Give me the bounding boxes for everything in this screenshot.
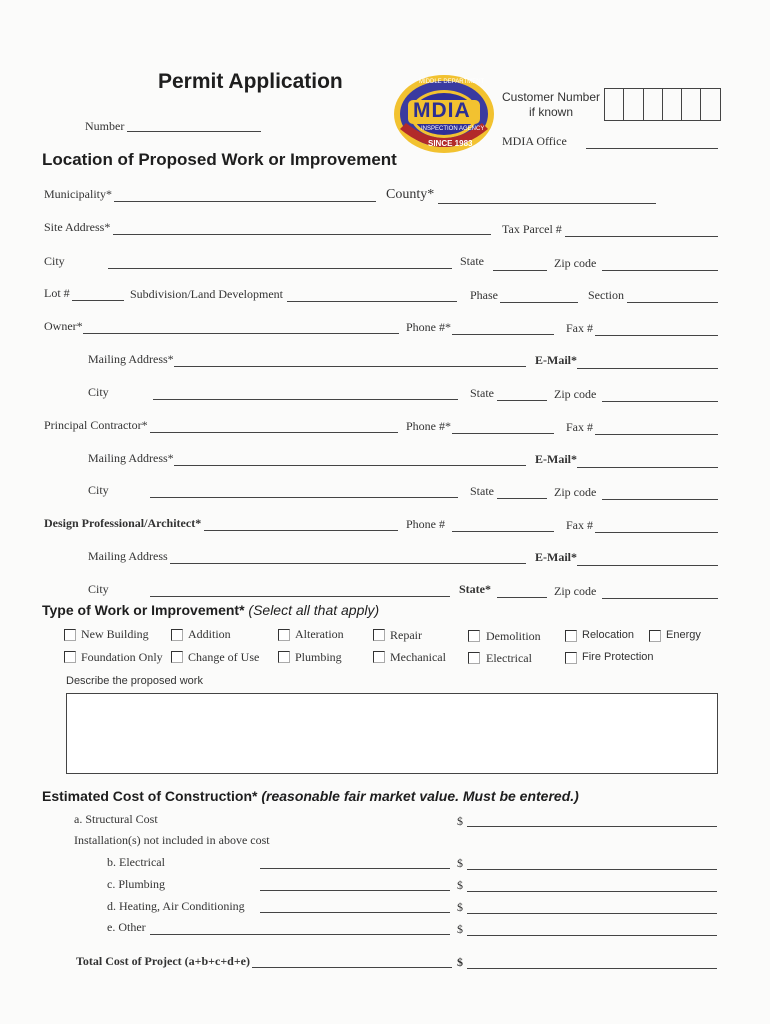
- contractor-fax-field[interactable]: [595, 434, 718, 435]
- other-cost-label: e. Other: [107, 920, 146, 934]
- contractor-email-label: E-Mail*: [535, 452, 577, 466]
- total-cost-field[interactable]: [467, 968, 717, 969]
- contractor-state-field[interactable]: [497, 498, 547, 499]
- designer-email-field[interactable]: [577, 565, 718, 566]
- structural-cost-field[interactable]: [467, 826, 717, 827]
- contractor-field[interactable]: [150, 432, 398, 433]
- owner-fax-field[interactable]: [595, 335, 718, 336]
- installations-label: Installation(s) not included in above cost: [74, 833, 270, 847]
- cost-heading: Estimated Cost of Construction* (reasonable fair market value. Must be entered.): [42, 788, 579, 804]
- municipality-label: Municipality*: [44, 187, 112, 201]
- owner-phone-label: Phone #*: [406, 320, 451, 334]
- electrical-cost-label: b. Electrical: [107, 855, 165, 869]
- option-mechanical: Mechanical: [390, 650, 446, 664]
- electrical-cost-field[interactable]: [467, 869, 717, 870]
- mdia-office-field[interactable]: [586, 148, 718, 149]
- owner-city-label: City: [88, 385, 109, 399]
- checkbox-new-building[interactable]: [64, 629, 76, 641]
- designer-mailing-field[interactable]: [170, 563, 526, 564]
- logo-top-text: MIDDLE DEPARTMENT: [419, 79, 485, 85]
- plumbing-cost-field[interactable]: [467, 891, 717, 892]
- contractor-phone-field[interactable]: [452, 433, 554, 434]
- total-cost-label: Total Cost of Project (a+b+c+d+e): [76, 954, 250, 968]
- contractor-mailing-field[interactable]: [174, 465, 526, 466]
- option-foundation-only: Foundation Only: [81, 650, 163, 664]
- describe-work-textarea[interactable]: [66, 693, 718, 774]
- subdivision-field[interactable]: [287, 301, 457, 302]
- page-title: Permit Application: [158, 70, 343, 93]
- site-address-label: Site Address*: [44, 220, 111, 234]
- option-energy: Energy: [666, 629, 701, 641]
- number-label: Number: [85, 119, 125, 133]
- contractor-mailing-label: Mailing Address*: [88, 451, 174, 465]
- designer-state-label: State*: [459, 582, 491, 596]
- owner-label: Owner*: [44, 319, 83, 333]
- designer-state-field[interactable]: [497, 597, 547, 598]
- phase-field[interactable]: [500, 302, 578, 303]
- option-alteration: Alteration: [295, 627, 344, 641]
- customer-number-label: Customer Number: [502, 90, 601, 104]
- option-repair: Repair: [390, 628, 422, 642]
- work-type-heading: Type of Work or Improvement* (Select all that apply): [42, 602, 380, 618]
- contractor-phone-label: Phone #*: [406, 419, 451, 433]
- checkbox-repair[interactable]: [373, 629, 385, 641]
- option-electrical: Electrical: [486, 651, 532, 665]
- contractor-city-label: City: [88, 483, 109, 497]
- contractor-zip-field[interactable]: [602, 499, 718, 500]
- owner-fax-label: Fax #: [566, 321, 593, 335]
- cost-heading-note: (reasonable fair market value. Must be entered.): [261, 788, 579, 804]
- hvac-leader: [260, 912, 450, 913]
- total-leader: [252, 967, 452, 968]
- currency-symbol: $: [457, 856, 463, 870]
- currency-symbol: $: [457, 955, 463, 969]
- phase-label: Phase: [470, 288, 498, 302]
- logo-text: MDIA: [413, 99, 471, 122]
- option-demolition: Demolition: [486, 629, 541, 643]
- checkbox-change-of-use[interactable]: [171, 651, 183, 663]
- city-label: City: [44, 254, 65, 268]
- owner-zip-label: Zip code: [554, 387, 597, 401]
- other-cost-field[interactable]: [467, 935, 717, 936]
- designer-field[interactable]: [204, 530, 398, 531]
- option-fire-protection: Fire Protection: [582, 651, 654, 663]
- designer-city-field[interactable]: [150, 596, 450, 597]
- checkbox-foundation-only[interactable]: [64, 651, 76, 663]
- option-change-of-use: Change of Use: [188, 650, 260, 664]
- county-label: County*: [386, 187, 435, 202]
- city-field[interactable]: [108, 268, 452, 269]
- plumbing-leader: [260, 890, 450, 891]
- currency-symbol: $: [457, 878, 463, 892]
- designer-email-label: E-Mail*: [535, 550, 577, 564]
- checkbox-addition[interactable]: [171, 629, 183, 641]
- designer-city-label: City: [88, 582, 109, 596]
- owner-phone-field[interactable]: [452, 334, 554, 335]
- owner-email-label: E-Mail*: [535, 353, 577, 367]
- county-field[interactable]: [438, 203, 656, 204]
- section-label: Section: [588, 288, 624, 302]
- state-label: State: [460, 254, 484, 268]
- owner-state-label: State: [470, 386, 494, 400]
- contractor-zip-label: Zip code: [554, 485, 597, 499]
- checkbox-alteration[interactable]: [278, 629, 290, 641]
- hvac-cost-label: d. Heating, Air Conditioning: [107, 899, 245, 913]
- designer-fax-label: Fax #: [566, 518, 593, 532]
- subdivision-label: Subdivision/Land Development: [130, 287, 283, 301]
- municipality-field[interactable]: [114, 201, 376, 202]
- site-address-field[interactable]: [113, 234, 491, 235]
- checkbox-mechanical[interactable]: [373, 651, 385, 663]
- designer-mailing-label: Mailing Address: [88, 549, 168, 563]
- contractor-state-label: State: [470, 484, 494, 498]
- structural-cost-label: a. Structural Cost: [74, 812, 158, 826]
- number-field[interactable]: [127, 131, 261, 132]
- option-relocation: Relocation: [582, 629, 634, 641]
- designer-fax-field[interactable]: [595, 532, 718, 533]
- hvac-cost-field[interactable]: [467, 913, 717, 914]
- owner-mailing-field[interactable]: [174, 366, 526, 367]
- contractor-label: Principal Contractor*: [44, 418, 148, 432]
- other-description-field[interactable]: [150, 934, 450, 935]
- owner-mailing-label: Mailing Address*: [88, 352, 174, 366]
- contractor-email-field[interactable]: [577, 467, 718, 468]
- tax-parcel-label: Tax Parcel #: [502, 222, 562, 236]
- owner-city-field[interactable]: [153, 399, 458, 400]
- designer-zip-label: Zip code: [554, 584, 597, 598]
- lot-field[interactable]: [72, 300, 124, 301]
- checkbox-energy[interactable]: [649, 630, 661, 642]
- plumbing-cost-label: c. Plumbing: [107, 877, 166, 891]
- state-field[interactable]: [493, 270, 547, 271]
- checkbox-demolition[interactable]: [468, 630, 480, 642]
- designer-phone-label: Phone #: [406, 517, 445, 531]
- contractor-city-field[interactable]: [150, 497, 458, 498]
- designer-label: Design Professional/Architect*: [44, 516, 202, 530]
- zip-field[interactable]: [602, 270, 718, 271]
- describe-work-label: Describe the proposed work: [66, 675, 203, 687]
- option-plumbing: Plumbing: [295, 650, 342, 664]
- location-heading: Location of Proposed Work or Improvement: [42, 150, 397, 169]
- lot-label: Lot #: [44, 286, 70, 300]
- currency-symbol: $: [457, 922, 463, 936]
- work-type-note: (Select all that apply): [248, 602, 380, 618]
- mdia-office-label: MDIA Office: [502, 134, 567, 148]
- logo-bottom-text: INSPECTION AGENCY: [421, 126, 485, 132]
- owner-field[interactable]: [83, 333, 399, 334]
- checkbox-fire-protection[interactable]: [565, 652, 577, 664]
- currency-symbol: $: [457, 814, 463, 828]
- option-new-building: New Building: [81, 627, 149, 641]
- owner-zip-field[interactable]: [602, 401, 718, 402]
- zip-label: Zip code: [554, 256, 597, 270]
- customer-number-sub: if known: [529, 105, 574, 119]
- owner-email-field[interactable]: [577, 368, 718, 369]
- owner-state-field[interactable]: [497, 400, 547, 401]
- currency-symbol: $: [457, 900, 463, 914]
- designer-phone-field[interactable]: [452, 531, 554, 532]
- checkbox-electrical[interactable]: [468, 652, 480, 664]
- section-field[interactable]: [627, 302, 718, 303]
- tax-parcel-field[interactable]: [565, 236, 718, 237]
- option-addition: Addition: [188, 627, 231, 641]
- designer-zip-field[interactable]: [602, 598, 718, 599]
- contractor-fax-label: Fax #: [566, 420, 593, 434]
- electrical-leader: [260, 868, 450, 869]
- checkbox-plumbing[interactable]: [278, 651, 290, 663]
- logo-since-text: SINCE 1983: [428, 139, 473, 148]
- checkbox-relocation[interactable]: [565, 630, 577, 642]
